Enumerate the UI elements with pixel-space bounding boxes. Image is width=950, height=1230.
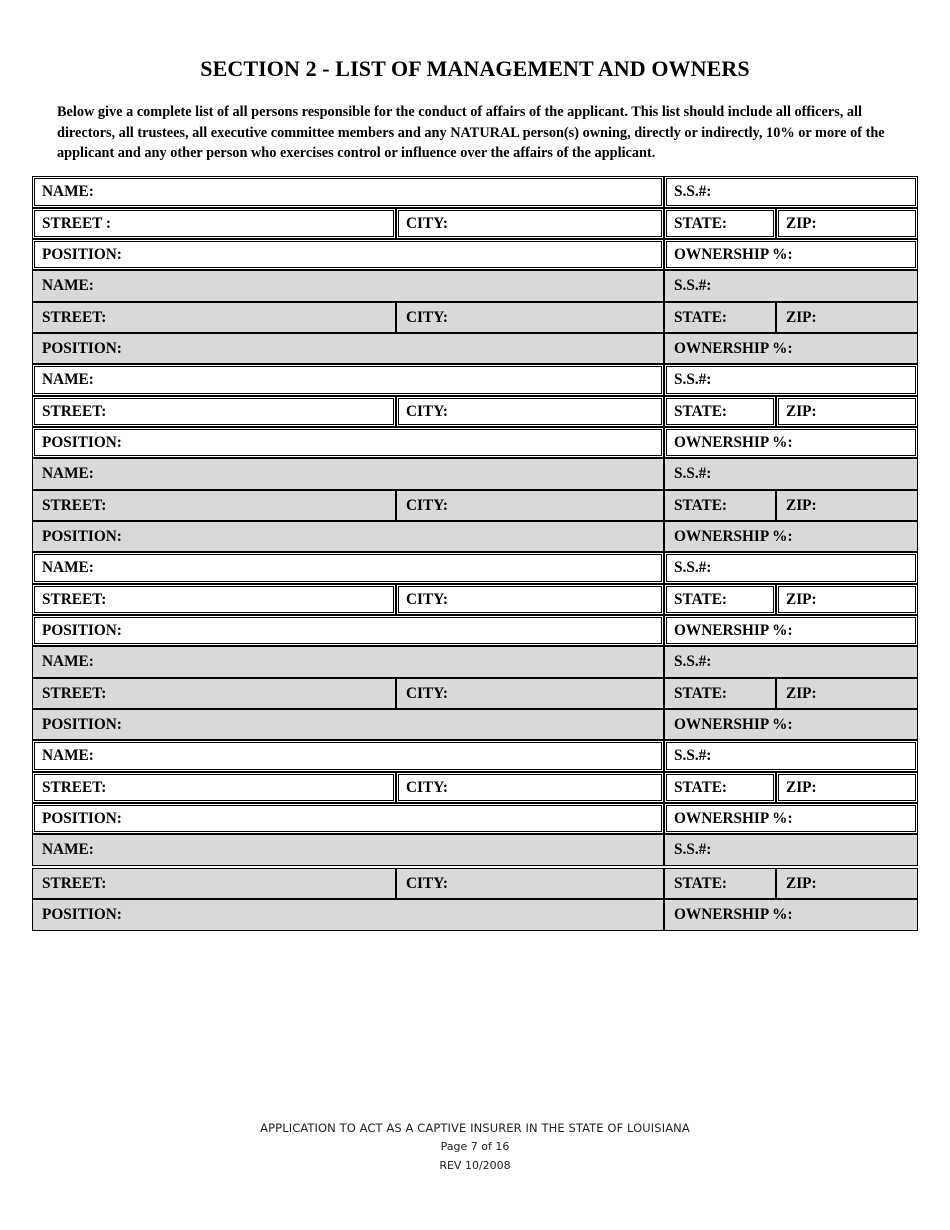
position-field[interactable]: POSITION: — [32, 427, 664, 458]
street-field[interactable]: STREET: — [32, 584, 396, 615]
state-field[interactable]: STATE: — [664, 302, 776, 333]
person-entry-8 — [32, 834, 918, 932]
ssn-field[interactable]: S.S.#: — [664, 646, 918, 678]
person-entry-3 — [32, 364, 918, 458]
ownership-field[interactable]: OWNERSHIP %: — [664, 803, 918, 834]
person-entry-7 — [32, 740, 918, 834]
city-field[interactable]: CITY: — [396, 584, 664, 615]
city-field[interactable]: CITY: — [396, 678, 664, 709]
city-field[interactable]: CITY: — [396, 772, 664, 803]
name-field[interactable]: NAME: — [32, 552, 664, 584]
city-field[interactable]: CITY: — [396, 302, 664, 333]
name-field[interactable]: NAME: — [32, 834, 664, 866]
zip-field[interactable]: ZIP: — [776, 208, 918, 239]
street-field[interactable]: STREET : — [32, 208, 396, 239]
street-field[interactable]: STREET: — [32, 490, 396, 521]
ownership-field[interactable]: OWNERSHIP %: — [664, 239, 918, 270]
position-field[interactable]: POSITION: — [32, 615, 664, 646]
person-entry-6 — [32, 646, 918, 740]
state-field[interactable]: STATE: — [664, 396, 776, 427]
person-entry-2 — [32, 270, 918, 364]
ssn-field[interactable]: S.S.#: — [664, 270, 918, 302]
management-owners-form — [32, 176, 918, 932]
position-field[interactable]: POSITION: — [32, 803, 664, 834]
person-entry-5 — [32, 552, 918, 646]
state-field[interactable]: STATE: — [664, 678, 776, 709]
state-field[interactable]: STATE: — [664, 490, 776, 521]
zip-field[interactable]: ZIP: — [776, 772, 918, 803]
street-field[interactable]: STREET: — [32, 678, 396, 709]
city-field[interactable]: CITY: — [396, 868, 664, 899]
position-field[interactable]: POSITION: — [32, 709, 664, 740]
position-field[interactable]: POSITION: — [32, 333, 664, 364]
ssn-field[interactable]: S.S.#: — [664, 364, 918, 396]
ownership-field[interactable]: OWNERSHIP %: — [664, 709, 918, 740]
name-field[interactable]: NAME: — [32, 458, 664, 490]
state-field[interactable]: STATE: — [664, 772, 776, 803]
zip-field[interactable]: ZIP: — [776, 868, 918, 899]
name-field[interactable]: NAME: — [32, 646, 664, 678]
state-field[interactable]: STATE: — [664, 868, 776, 899]
ssn-field[interactable]: S.S.#: — [664, 834, 918, 866]
state-field[interactable]: STATE: — [664, 208, 776, 239]
instructions-text: Below give a complete list of all persons responsible for the conduct of affairs of the applicant. This list should include all officers, all directors, all trustees, all executive committee members and any NATURAL person(s) owning, directly or indirectly, 10% or more of the applicant and any other person who exercises control or influence over the affairs of the applicant. — [57, 104, 885, 161]
ssn-field[interactable]: S.S.#: — [664, 552, 918, 584]
footer-page-number: Page 7 of 16 — [440, 1140, 510, 1153]
city-field[interactable]: CITY: — [396, 490, 664, 521]
position-field[interactable]: POSITION: — [32, 521, 664, 552]
footer-application-title: APPLICATION TO ACT AS A CAPTIVE INSURER IN THE STATE OF LOUISIANA — [260, 1121, 690, 1135]
ssn-field[interactable]: S.S.#: — [664, 740, 918, 772]
street-field[interactable]: STREET: — [32, 396, 396, 427]
position-field[interactable]: POSITION: — [32, 899, 664, 931]
state-field[interactable]: STATE: — [664, 584, 776, 615]
page-title: SECTION 2 - LIST OF MANAGEMENT AND OWNERS — [200, 56, 750, 81]
name-field[interactable]: NAME: — [32, 176, 664, 208]
street-field[interactable]: STREET: — [32, 302, 396, 333]
ownership-field[interactable]: OWNERSHIP %: — [664, 333, 918, 364]
zip-field[interactable]: ZIP: — [776, 302, 918, 333]
zip-field[interactable]: ZIP: — [776, 584, 918, 615]
city-field[interactable]: CITY: — [396, 208, 664, 239]
zip-field[interactable]: ZIP: — [776, 396, 918, 427]
street-field[interactable]: STREET: — [32, 772, 396, 803]
zip-field[interactable]: ZIP: — [776, 490, 918, 521]
ssn-field[interactable]: S.S.#: — [664, 458, 918, 490]
name-field[interactable]: NAME: — [32, 364, 664, 396]
ssn-field[interactable]: S.S.#: — [664, 176, 918, 208]
position-field[interactable]: POSITION: — [32, 239, 664, 270]
ownership-field[interactable]: OWNERSHIP %: — [664, 427, 918, 458]
ownership-field[interactable]: OWNERSHIP %: — [664, 615, 918, 646]
person-entry-4 — [32, 458, 918, 552]
name-field[interactable]: NAME: — [32, 740, 664, 772]
zip-field[interactable]: ZIP: — [776, 678, 918, 709]
ownership-field[interactable]: OWNERSHIP %: — [664, 899, 918, 931]
street-field[interactable]: STREET: — [32, 868, 396, 899]
ownership-field[interactable]: OWNERSHIP %: — [664, 521, 918, 552]
footer-revision: REV 10/2008 — [439, 1159, 511, 1172]
city-field[interactable]: CITY: — [396, 396, 664, 427]
person-entry-1 — [32, 176, 918, 270]
name-field[interactable]: NAME: — [32, 270, 664, 302]
